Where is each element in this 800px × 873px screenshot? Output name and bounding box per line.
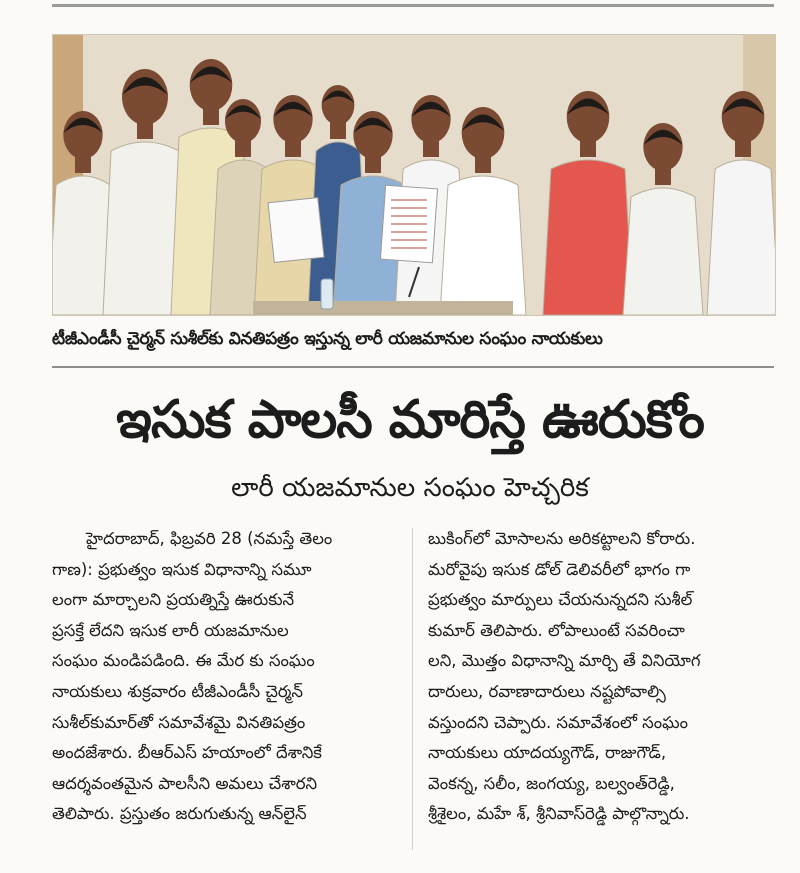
article-line: లంగా మార్చాలని ప్రయత్నిస్తే ఊరుకునే [52, 590, 295, 610]
article-line: బుకింగ్‌లో మోసాలను అరికట్టాలని కోరారు. [428, 529, 696, 548]
water-bottle [321, 279, 333, 309]
article-line: కుమార్ తెలిపారు. లోపాలుంటే సవరించా [428, 620, 685, 640]
subheadline: లారీ యజమానుల సంఘం హెచ్చరిక [231, 473, 589, 503]
article-line: నాయకులు శుక్రవారం టీజీఎండీసీ చైర్మన్ [52, 681, 303, 701]
article-line: అందజేశారు. బీఆర్ఎస్ హయాంలో దేశానికే [52, 743, 322, 763]
article-line: గాణ): ప్రభుత్వం ఇసుక విధానాన్ని సమూ [52, 559, 312, 579]
article-line: హైదరాబాద్, ఫిబ్రవరి 28 (నమస్తే తెలం [86, 529, 333, 548]
article-line: లని, మొత్తం విధానాన్ని మార్చి తే వినియోగ [428, 651, 701, 671]
article-line: సంఘం మండిపడింది. ఈ మేర కు సంఘం [52, 651, 315, 671]
column-divider [412, 528, 413, 850]
person-body [707, 160, 775, 315]
article-line: సుశీల్‌కుమార్‌తో సమావేశమై వినతిపత్రం [52, 712, 306, 732]
article-line: దారులు, రవాణాదారులు నష్టపోవాల్సి [428, 681, 666, 701]
article-line: వెంకన్న, సలీం, జంగయ్య, బల్వంత్‌రెడ్డి, [428, 773, 675, 793]
news-photo [52, 34, 776, 316]
article-line: వస్తుందని చెప్పారు. సమావేశంలో సంఘం [428, 712, 688, 732]
person-body [543, 160, 633, 315]
article-line: ప్రభుత్వం మార్పులు చేయనున్నదని సుశీల్ [428, 590, 693, 610]
article-line: ఆదర్శవంతమైన పాలసీని అమలు చేశారని [52, 773, 318, 793]
top-rule [52, 4, 774, 7]
article-line: శ్రీశైలం, మహే శ్, శ్రీనివాస్‌రెడ్డి పాల్గొన్నారు. [428, 804, 690, 824]
article-line: మరోవైపు ఇసుక డోల్ డెలివరీలో భాగం గా [428, 559, 691, 579]
article-column-left [52, 524, 397, 854]
group-photo-illustration [53, 35, 775, 315]
person-body [440, 176, 526, 315]
section-divider [52, 366, 774, 368]
article-column-right [428, 524, 773, 854]
photo-caption: టీజీఎండీసీ చైర్మన్ సుశీల్‌కు వినతిపత్రం ఇస్తున్న లారీ యజమానుల సంఘం నాయకులు [52, 329, 603, 349]
headline: ఇసుక పాలసీ మారిస్తే ఊరుకోం [116, 390, 704, 450]
table-edge [253, 301, 513, 315]
article-line: ప్రసక్తే లేదని ఇసుక లారీ యజమానుల [52, 620, 289, 640]
document-paper [268, 198, 324, 263]
person-body [623, 188, 703, 315]
article-line: నాయకులు యాదయ్యగౌడ్, రాజుగౌడ్, [428, 743, 667, 763]
article-line: తెలిపారు. ప్రస్తుతం జరుగుతున్న ఆన్‌లైన్ [52, 804, 307, 824]
